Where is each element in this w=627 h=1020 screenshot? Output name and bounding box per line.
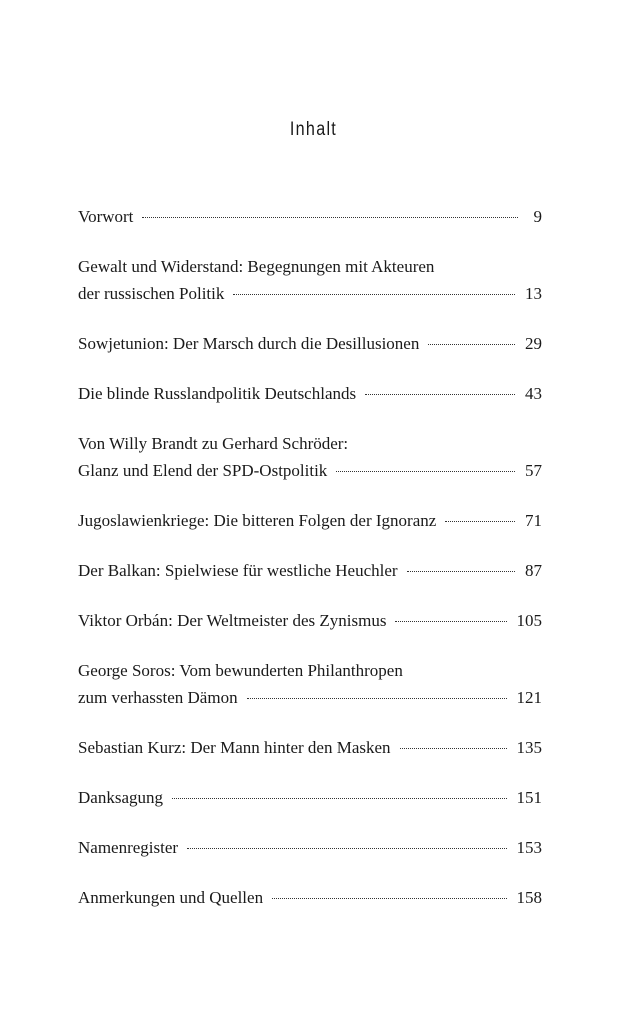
dot-leader <box>445 521 515 522</box>
dot-leader <box>395 621 506 622</box>
toc-entry-title-line: Namenregister <box>78 838 179 857</box>
toc-entry-row <box>78 280 542 307</box>
toc-page-number: 121 <box>516 688 542 707</box>
toc-entry-title-line: Danksagung <box>78 788 163 807</box>
dot-leader <box>336 471 515 472</box>
toc-entry-row <box>78 457 542 484</box>
toc-page-number: 158 <box>516 888 542 907</box>
toc-entry-title-line: Die blinde Russlandpolitik Deutschlands <box>78 384 357 403</box>
toc-page-number: 135 <box>516 738 542 757</box>
toc-page-number: 29 <box>525 334 542 353</box>
toc-page-number: 87 <box>525 561 542 580</box>
toc-entry-title-line: Gewalt und Widerstand: Begegnungen mit Akteuren <box>78 257 435 276</box>
toc-entry-row <box>78 557 542 584</box>
toc-entry <box>78 734 542 761</box>
dot-leader <box>233 294 515 295</box>
toc-page-number: 71 <box>525 511 542 530</box>
toc-entry <box>78 557 542 584</box>
toc-entry <box>78 657 542 711</box>
toc-entry-title-line: Sowjetunion: Der Marsch durch die Desillusionen <box>78 334 420 353</box>
toc-page-number: 13 <box>525 284 542 303</box>
toc-entry-title-line: Jugoslawienkriege: Die bitteren Folgen der Ignoranz <box>78 511 437 530</box>
toc-page-number: 151 <box>516 788 542 807</box>
toc-entry-title-line: Von Willy Brandt zu Gerhard Schröder: <box>78 434 349 453</box>
page-title: Inhalt <box>289 119 338 140</box>
dot-leader <box>272 898 506 899</box>
toc-entry <box>78 203 542 230</box>
toc-entry-row <box>78 507 542 534</box>
table-of-contents <box>78 203 542 934</box>
toc-entry <box>78 784 542 811</box>
dot-leader <box>407 571 515 572</box>
toc-entry <box>78 330 542 357</box>
dot-leader <box>428 344 515 345</box>
toc-entry-title-line: Viktor Orbán: Der Weltmeister des Zynismus <box>78 611 387 630</box>
dot-leader <box>247 698 507 699</box>
toc-entry <box>78 834 542 861</box>
toc-entry-title-line: zum verhassten Dämon <box>78 688 238 707</box>
toc-page-number: 105 <box>516 611 542 630</box>
dot-leader <box>172 798 507 799</box>
dot-leader <box>187 848 506 849</box>
toc-entry-title-line: Vorwort <box>78 207 134 226</box>
toc-page-number: 153 <box>516 838 542 857</box>
toc-entry-row <box>78 607 542 634</box>
toc-entry <box>78 607 542 634</box>
toc-entry <box>78 884 542 911</box>
toc-entry-title-line: Glanz und Elend der SPD-Ostpolitik <box>78 461 328 480</box>
toc-page-number: 43 <box>525 384 542 403</box>
toc-page-number: 9 <box>533 207 542 226</box>
toc-entry-row <box>78 884 542 911</box>
dot-leader <box>400 748 507 749</box>
toc-entry-title-line: Anmerkungen und Quellen <box>78 888 264 907</box>
toc-entry-row <box>78 684 542 711</box>
toc-entry-row <box>78 784 542 811</box>
dot-leader <box>365 394 515 395</box>
toc-entry-title-line: Der Balkan: Spielwiese für westliche Heuchler <box>78 561 398 580</box>
toc-entry-row <box>78 380 542 407</box>
toc-page-number: 57 <box>525 461 542 480</box>
dot-leader <box>142 217 518 218</box>
toc-entry <box>78 430 542 484</box>
toc-entry-title-line: Sebastian Kurz: Der Mann hinter den Masken <box>78 738 391 757</box>
toc-entry-title-line: der russischen Politik <box>78 284 225 303</box>
toc-entry <box>78 380 542 407</box>
toc-entry-title-line: George Soros: Vom bewunderten Philanthropen <box>78 661 403 680</box>
toc-entry <box>78 507 542 534</box>
toc-entry-row <box>78 734 542 761</box>
toc-entry-row <box>78 203 542 230</box>
toc-entry-row <box>78 834 542 861</box>
toc-entry-row <box>78 330 542 357</box>
toc-entry <box>78 253 542 307</box>
